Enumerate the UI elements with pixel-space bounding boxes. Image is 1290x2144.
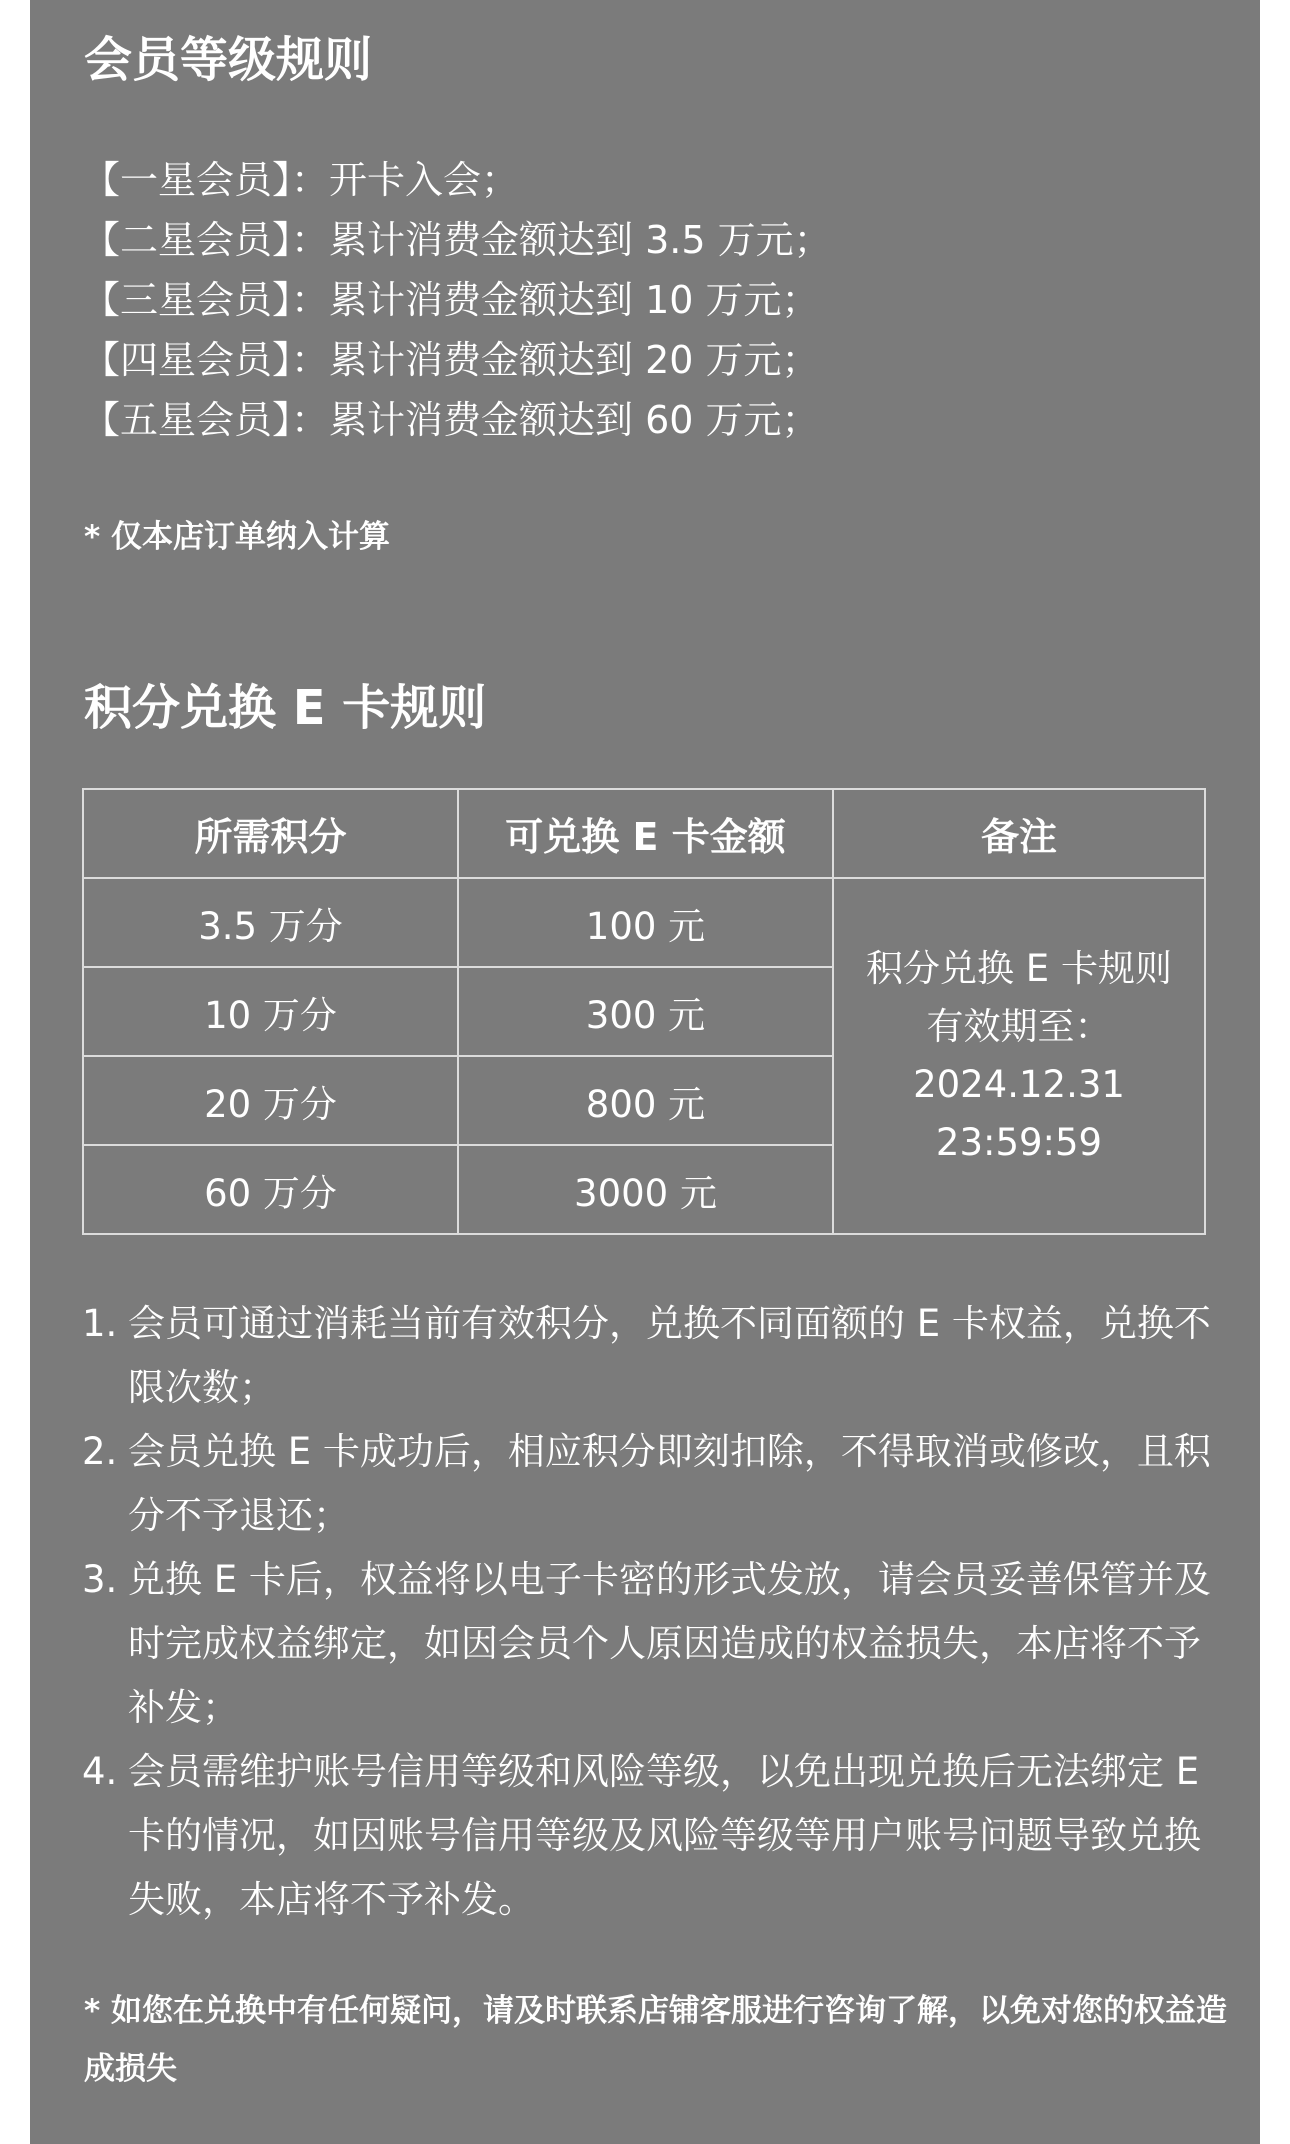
level-rule: 累计消费金额达到 60 万元； <box>329 398 820 442</box>
rule-number: 4. <box>82 1750 118 1793</box>
level-label: 【三星会员】： <box>82 278 330 322</box>
level-row-four-star <box>82 330 832 390</box>
rule-item <box>82 1420 1212 1548</box>
points-cell: 20 万分 <box>83 1056 458 1145</box>
membership-levels-list <box>82 150 832 450</box>
rules-panel <box>30 0 1260 2144</box>
table-header-row <box>83 789 1205 878</box>
exchange-table <box>82 788 1206 1235</box>
rule-text: 会员兑换 E 卡成功后，相应积分即刻扣除，不得取消或修改，且积分不予退还； <box>128 1430 1211 1537</box>
table-row <box>83 878 1205 967</box>
rule-text: 会员可通过消耗当前有效积分，兑换不同面额的 E 卡权益，兑换不限次数； <box>128 1302 1211 1409</box>
store-orders-note: * 仅本店订单纳入计算 <box>84 519 391 555</box>
level-rule: 开卡入会； <box>329 158 520 202</box>
level-label: 【二星会员】： <box>82 218 330 262</box>
level-rule: 累计消费金额达到 10 万元； <box>329 278 820 322</box>
points-cell: 3.5 万分 <box>83 878 458 967</box>
level-label: 【五星会员】： <box>82 398 330 442</box>
contact-service-note: * 如您在兑换中有任何疑问，请及时联系店铺客服进行咨询了解，以免对您的权益造成损失 <box>84 1993 1227 2087</box>
remark-line: 2024.12.31 <box>913 1063 1125 1106</box>
amount-cell: 100 元 <box>458 878 833 967</box>
points-cell: 60 万分 <box>83 1145 458 1234</box>
rule-item <box>82 1292 1212 1420</box>
membership-levels-title: 会员等级规则 <box>84 32 373 88</box>
rule-text: 兑换 E 卡后，权益将以电子卡密的形式发放，请会员妥善保管并及时完成权益绑定，如因会员个人原因造成的权益损失，本店将不予补发； <box>128 1558 1211 1729</box>
level-label: 【一星会员】： <box>82 158 330 202</box>
remark-line: 积分兑换 E 卡规则 <box>866 947 1172 990</box>
level-label: 【四星会员】： <box>82 338 330 382</box>
rule-number: 1. <box>82 1302 118 1345</box>
points-cell: 10 万分 <box>83 967 458 1056</box>
remark-cell <box>833 878 1205 1234</box>
remark-line: 有效期至： <box>926 1005 1112 1048</box>
rule-item <box>82 1740 1212 1932</box>
amount-cell: 3000 元 <box>458 1145 833 1234</box>
remark-line: 23:59:59 <box>935 1121 1103 1164</box>
header-points: 所需积分 <box>83 789 458 878</box>
level-rule: 累计消费金额达到 3.5 万元； <box>329 218 832 262</box>
level-row-five-star <box>82 390 832 450</box>
rule-number: 2. <box>82 1430 118 1473</box>
amount-cell: 300 元 <box>458 967 833 1056</box>
rule-item <box>82 1548 1212 1740</box>
rule-number: 3. <box>82 1558 118 1601</box>
rule-text: 会员需维护账号信用等级和风险等级，以免出现兑换后无法绑定 E 卡的情况，如因账号信用等级及风险等级等用户账号问题导致兑换失败，本店将不予补发。 <box>128 1750 1201 1921</box>
header-remark: 备注 <box>833 789 1205 878</box>
level-row-three-star <box>82 270 832 330</box>
amount-cell: 800 元 <box>458 1056 833 1145</box>
level-rule: 累计消费金额达到 20 万元； <box>329 338 820 382</box>
points-exchange-title: 积分兑换 E 卡规则 <box>84 680 487 736</box>
level-row-two-star <box>82 210 832 270</box>
level-row-one-star <box>82 150 832 210</box>
exchange-rules-list <box>82 1292 1212 1932</box>
header-amount: 可兑换 E 卡金额 <box>458 789 833 878</box>
